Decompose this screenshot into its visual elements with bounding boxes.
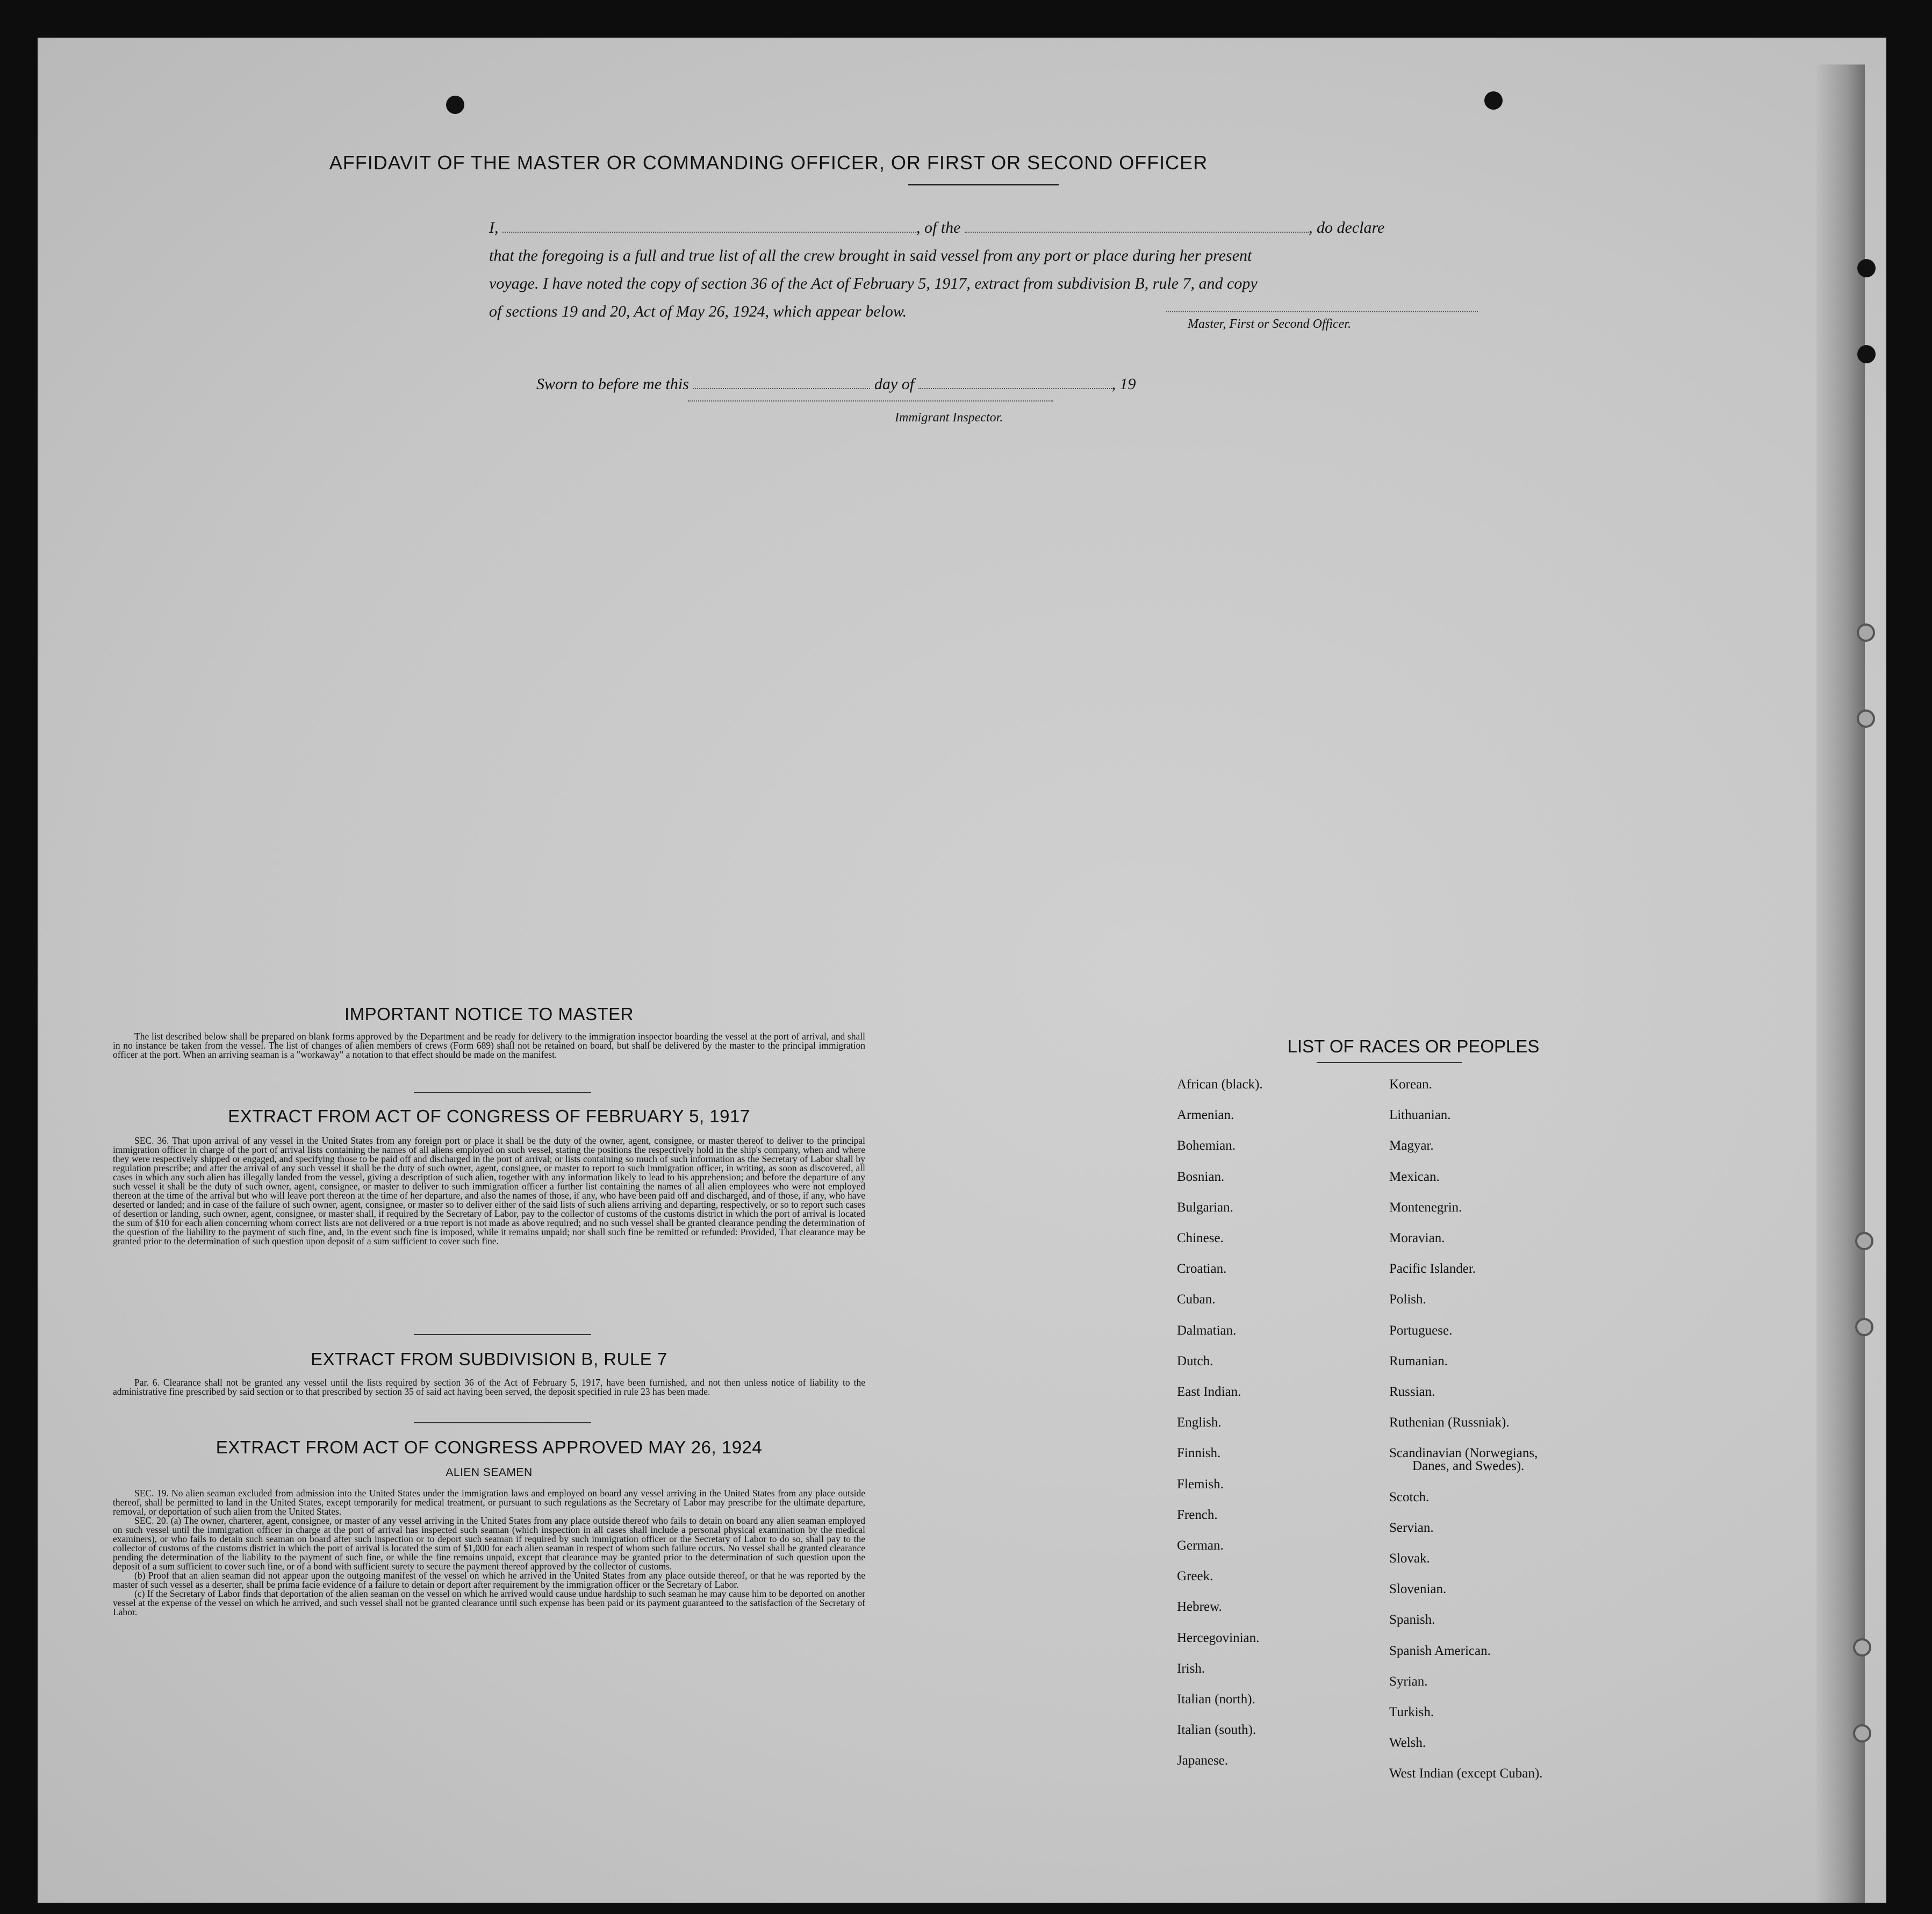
declarant-name-field[interactable]: [502, 231, 916, 233]
extract-1917-text: [113, 1136, 865, 1246]
race-item: English.: [1177, 1415, 1222, 1430]
sec-20c-paragraph: (c) If the Secretary of Labor finds that deportation of the alien seaman on the vessel on which he arrived would cause undue hardship to such seaman he may cause him to be deported on another vessel at the expense of the vessel on which he arrived, and such vessel shall not be granted clearance until such expense has been paid or its payment guaranteed to the satisfaction of the Secretary of Labor.: [113, 1588, 865, 1617]
sec-20b-paragraph: (b) Proof that an alien seaman did not appear upon the outgoing manifest of the vessel on which he arrived in the United States from any place outside thereof, or that he was reported by the master of such vessel as a deserter, shall be prima facie evidence of a failure to detain or deport after requirement by the immigration officer or the Secretary of Labor.: [113, 1570, 865, 1590]
race-item: Magyar.: [1389, 1138, 1434, 1153]
race-item: Armenian.: [1177, 1108, 1234, 1123]
sworn-day-field[interactable]: [693, 388, 870, 389]
race-item: Mexican.: [1389, 1169, 1440, 1184]
race-item: Irish.: [1177, 1661, 1205, 1676]
sec-20a-paragraph: SEC. 20. (a) The owner, charterer, agent, consignee, or master of any vessel arriving in the United States from any place outside thereof who fails to detain on board any alien seaman employed on such vessel until the immigration officer in charge at the port of arrival has inspected such seaman (which inspection in all cases shall include a personal physical examination by the medical examiners), or who fails to detain such seaman on board after such inspection or to deport such seaman if required by such immigration officer or the Secretary of Labor to do so, shall pay to the collector of customs of the customs district in which the port of arrival is located the sum of $1,000 for each alien seaman in respect of whom such failure occurs. No vessel shall be granted clearance pending the determination of the liability to the payment of such fine, or while the fine remains unpaid, except that clearance may be granted prior to the determination of such question upon the deposit of a sum sufficient to cover such fine, or of a bond with sufficient surety to secure the payment thereof approved by the collector of customs.: [113, 1515, 865, 1572]
alien-seamen-subtitle: ALIEN SEAMEN: [446, 1466, 533, 1479]
race-item: Turkish.: [1389, 1705, 1434, 1719]
race-item: Montenegrin.: [1389, 1200, 1462, 1215]
vessel-name-field[interactable]: [965, 231, 1309, 233]
extract-1917-title: EXTRACT FROM ACT OF CONGRESS OF FEBRUARY 5, 1917: [228, 1106, 750, 1126]
race-item: German.: [1177, 1538, 1224, 1553]
extract-1917-paragraph: SEC. 36. That upon arrival of any vessel in the United States from any foreign port or place it shall be the duty of the owner, agent, consignee, or master thereof to deliver to the principal immigration officer in charge of the port of arrival lists containing the names of all aliens employed on such vessel, stating the positions the respectively hold in the ship's company, when and where they were respectively shipped or engaged, and specifying those to be paid off and discharged in the port of arrival; or lists containing so much of such information as the Secretary of Labor shall by regulation prescribe; and after the arrival of any such vessel it shall be the duty of such owner, agent, consignee, or master to report to such immigration officer, in writing, as soon as discovered, all cases in which any such alien has illegally landed from the vessel, giving a description of such alien, together with any information likely to lead to his apprehension; and before the departure of any such vessel it shall be the duty of such owner, agent, consignee, or master to deliver to such immigration officer a further list containing the names of all alien employees who were not employed thereon at the time of the arrival but who will leave port thereon at the time of her departure, and also the names of those, if any, who have been paid off and discharged, and of those, if any, who have deserted or landed; and in case of the failure of such owner, agent, consignee, or master so to deliver either of the said lists of such aliens arriving and departing, respectively, or so to report such cases of desertion or landing, such owner, agent, consignee, or master shall, if required by the Secretary of Labor, pay to the collector of customs of the customs district in which the port of arrival is located the sum of $10 for each alien concerning whom correct lists are not delivered or a true report is not made as above required; and no such vessel shall be granted clearance pending the determination of the question of the liability to the payment of such fine, and, in the event such fine is imposed, while it remains unpaid; nor shall such fine be remitted or refunded: Provided, That clearance may be granted prior to the determination of such question upon deposit of a sum sufficient to cover such fine.: [113, 1135, 865, 1246]
ring-hole: [1855, 1318, 1873, 1336]
master-caption: Master, First or Second Officer.: [1188, 317, 1351, 331]
race-item: Welsh.: [1389, 1736, 1426, 1751]
race-item: Hercegovinian.: [1177, 1630, 1260, 1645]
notice-title: IMPORTANT NOTICE TO MASTER: [344, 1004, 634, 1024]
races-title-underline: [1317, 1062, 1462, 1063]
race-item: Russian.: [1389, 1385, 1435, 1399]
notice-text: [113, 1032, 865, 1059]
race-item: Scandinavian (Norwegians,: [1389, 1446, 1538, 1461]
declare-text: , do declare: [1309, 219, 1385, 236]
race-item: Finnish.: [1177, 1446, 1221, 1461]
punch-hole: [446, 96, 464, 114]
sworn-month-field[interactable]: [918, 388, 1112, 389]
race-item: Slovak.: [1389, 1551, 1430, 1566]
race-item: Danes, and Swedes).: [1412, 1459, 1525, 1474]
race-item: Ruthenian (Russniak).: [1389, 1415, 1510, 1430]
affidavit-body: [489, 214, 1521, 326]
race-item: Greek.: [1177, 1569, 1213, 1584]
race-item: Korean.: [1389, 1077, 1432, 1092]
ring-hole: [1857, 709, 1875, 728]
declarant-prefix: I,: [489, 219, 499, 236]
section-divider: [414, 1092, 591, 1093]
affidavit-line-4: of sections 19 and 20, Act of May 26, 1924, which appear below.: [489, 303, 907, 320]
race-item: Syrian.: [1389, 1674, 1428, 1689]
race-item: Spanish.: [1389, 1612, 1435, 1628]
rule-7-paragraph: Par. 6. Clearance shall not be granted any vessel until the lists required by section 36 of the Act of February 5, 1917, have been furnished, and not then unless notice of liability to the administrative fine prescribed by said section or to that prescribed by section 35 of said act having been served, the deposit specified in rule 23 has been made.: [113, 1377, 865, 1397]
race-item: Flemish.: [1177, 1476, 1224, 1492]
sec-19-paragraph: SEC. 19. No alien seaman excluded from admission into the United States under the immigration laws and employed on board any vessel arriving in the United States from any place outside thereof, shall be permitted to land in the United States, except temporarily for medical treatment, or pursuant to such regulations as the Secretary of Labor may prescribe for the ultimate departure, removal, or deportation of such alien from the United States.: [113, 1488, 865, 1517]
race-item: Scotch.: [1389, 1489, 1430, 1504]
sworn-prefix: Sworn to before me this: [536, 375, 689, 393]
race-item: East Indian.: [1177, 1385, 1241, 1399]
section-divider: [414, 1334, 591, 1335]
race-item: Japanese.: [1177, 1753, 1229, 1768]
rule-7-title: EXTRACT FROM SUBDIVISION B, RULE 7: [311, 1349, 667, 1369]
race-item: Dalmatian.: [1177, 1323, 1237, 1338]
race-item: Dutch.: [1177, 1353, 1213, 1368]
race-item: Chinese.: [1177, 1231, 1224, 1245]
race-item: Bohemian.: [1177, 1138, 1236, 1153]
inspector-caption: Immigrant Inspector.: [895, 411, 1003, 425]
inspector-signature-field[interactable]: [688, 400, 1053, 402]
extract-1924-title: EXTRACT FROM ACT OF CONGRESS APPROVED MAY 26, 1924: [216, 1437, 763, 1457]
race-item: French.: [1177, 1507, 1218, 1522]
race-item: Croatian.: [1177, 1261, 1227, 1277]
race-item: Rumanian.: [1389, 1353, 1448, 1368]
race-item: West Indian (except Cuban).: [1389, 1766, 1543, 1781]
title-rule: [908, 184, 1059, 185]
race-item: Slovenian.: [1389, 1582, 1447, 1597]
master-signature-field[interactable]: [1166, 311, 1478, 312]
race-item: Italian (north).: [1177, 1692, 1255, 1707]
affidavit-title: AFFIDAVIT OF THE MASTER OR COMMANDING OFFICER, OR FIRST OR SECOND OFFICER: [329, 152, 1208, 174]
race-item: Polish.: [1389, 1292, 1426, 1307]
page-edge-shadow: [1816, 64, 1865, 1903]
notice-paragraph: The list described below shall be prepared on blank forms approved by the Department and be ready for delivery to the immigration inspector boarding the vessel at the port of arrival, and shall in no instance be taken from the vessel. The list of changes of alien members of crews (Form 689) shall not be retained on board, but shall be delivered by the master to the principal immigration officer at the port. When an arriving seaman is a "workaway" a notation to that effect should be made on the manifest.: [113, 1031, 865, 1060]
race-item: Hebrew.: [1177, 1600, 1222, 1615]
race-item: Spanish American.: [1389, 1643, 1491, 1658]
races-title: LIST OF RACES OR PEOPLES: [1287, 1036, 1540, 1056]
rule-7-text: [113, 1378, 865, 1396]
sworn-year-prefix: , 19: [1111, 375, 1136, 393]
ring-hole: [1853, 1638, 1871, 1657]
affidavit-line-1: [489, 214, 1521, 242]
ring-hole: [1853, 1724, 1871, 1743]
affidavit-line-2: that the foregoing is a full and true list of all the crew brought in said vessel from any port or place during her present: [489, 247, 1252, 264]
section-divider: [414, 1422, 591, 1423]
race-item: Cuban.: [1177, 1292, 1216, 1307]
race-item: Portuguese.: [1389, 1323, 1453, 1338]
ring-hole: [1855, 1232, 1873, 1250]
race-item: Servian.: [1389, 1520, 1434, 1535]
race-item: African (black).: [1177, 1077, 1263, 1092]
vessel-prefix: , of the: [916, 219, 961, 236]
affidavit-line-3: voyage. I have noted the copy of section 36 of the Act of February 5, 1917, extract from subdivision B, rule 7, and copy: [489, 275, 1258, 292]
race-item: Lithuanian.: [1389, 1108, 1451, 1123]
race-item: Moravian.: [1389, 1231, 1445, 1245]
extract-1924-text: [113, 1489, 865, 1617]
sworn-line: [536, 375, 1136, 393]
sworn-day-of: day of: [874, 375, 915, 393]
punch-hole: [1857, 259, 1876, 277]
race-item: Bulgarian.: [1177, 1200, 1233, 1215]
punch-hole: [1857, 345, 1876, 363]
ring-hole: [1857, 623, 1875, 642]
race-item: Pacific Islander.: [1389, 1261, 1476, 1277]
race-item: Bosnian.: [1177, 1169, 1225, 1184]
document-sheet: [38, 38, 1886, 1903]
punch-hole: [1484, 91, 1503, 110]
race-item: Italian (south).: [1177, 1723, 1256, 1738]
